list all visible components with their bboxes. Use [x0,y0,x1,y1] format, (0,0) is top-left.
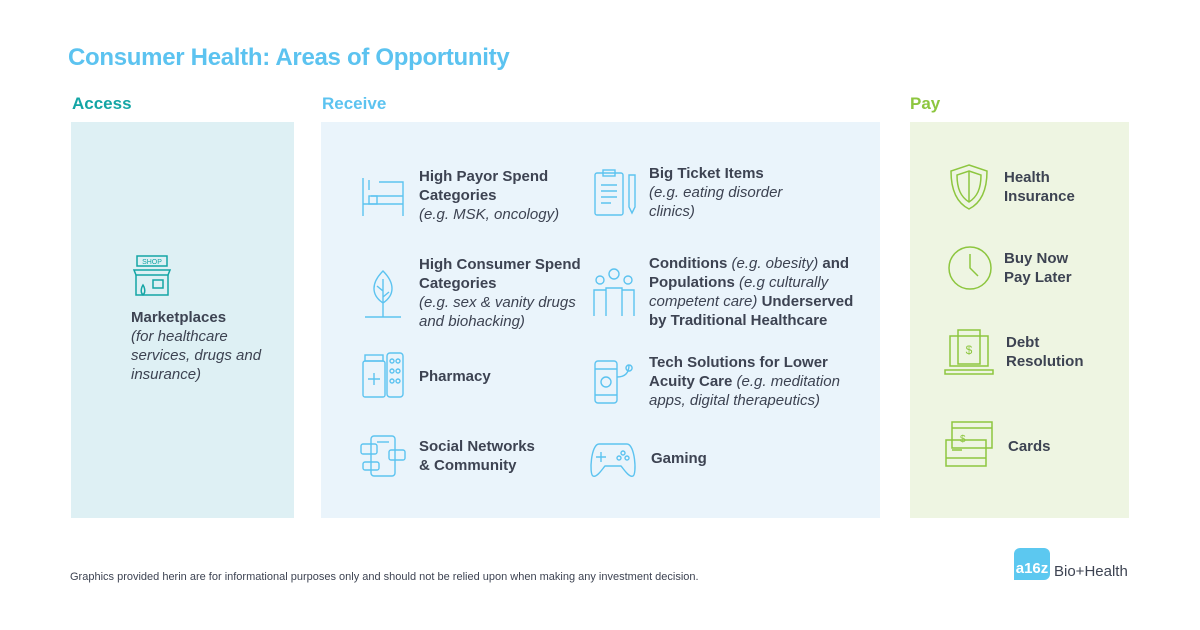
pay-item-cards: $ Cards [944,420,1051,472]
column-heading-pay: Pay [910,94,941,113]
laptop-receipt-icon [944,328,994,376]
leaf-icon [359,267,407,319]
page-title: Consumer Health: Areas of Opportunity [68,44,510,71]
clipboard-icon [591,169,637,217]
game-controller-icon [587,436,639,480]
column-heading-receive: Receive [322,94,387,113]
logo-text: Bio+Health [1054,562,1128,580]
column-heading-access: Access [72,94,132,113]
a16z-bio-health-logo [1014,548,1128,580]
receive-item-tech-solutions: Tech Solutions for Lower Acuity Care (e.g. meditation apps, digital therapeutics) [591,353,854,410]
disclaimer-footer: Graphics provided herin are for informational purposes only and should not be relied upon when making any investment decision. [70,571,699,583]
access-panel [71,122,294,518]
phone-stethoscope-icon [591,357,637,407]
clock-icon [946,244,992,292]
receive-item-gaming: Gaming [587,436,707,480]
pay-item-buy-now-pay-later: Buy Now Pay Later [946,244,1084,292]
receive-item-high-payor: High Payor Spend Categories (e.g. MSK, oncology) [359,167,569,224]
svg-text:SHOP: SHOP [142,259,162,266]
receive-item-high-consumer: High Consumer Spend Categories (e.g. sex & vanity drugs and biohacking) [359,255,584,331]
receive-item-conditions: Conditions (e.g. obesity) and Populations (e.g culturally competent care) Underserved by Traditional Healthcare [591,254,869,330]
logo-mark: a16z [1014,548,1050,580]
chat-devices-icon [359,432,407,480]
svg-text:$: $ [960,434,966,445]
pay-panel [910,122,1129,518]
svg-text:$: $ [965,343,973,357]
receive-panel [321,122,880,518]
pay-item-health-insurance: Health Insurance [946,162,1084,212]
hospital-bed-icon [359,174,407,218]
shop-icon [131,254,173,298]
pill-bottle-icon [359,351,407,401]
pay-item-debt-resolution: $ Debt Resolution [944,328,1086,376]
shield-icon [946,162,992,212]
receive-item-big-ticket: Big Ticket Items (e.g. eating disorder clinics) [591,164,784,221]
receive-item-pharmacy: Pharmacy [359,351,491,401]
receive-item-social-networks: Social Networks & Community [359,432,539,480]
credit-cards-icon [944,420,996,472]
people-group-icon [591,266,637,318]
marketplaces-label: Marketplaces (for healthcare services, drugs and insurance) [131,309,262,383]
